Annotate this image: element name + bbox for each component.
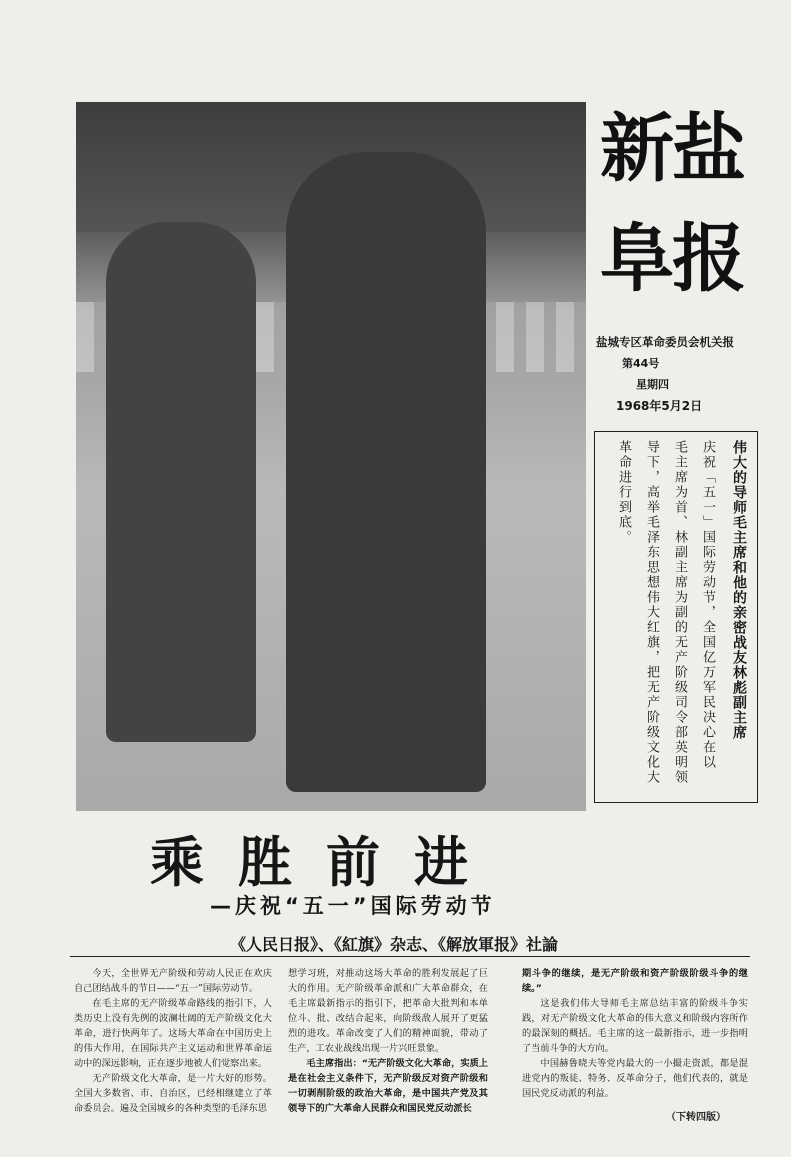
masthead-char: 盐 bbox=[672, 106, 746, 192]
article-column-2 bbox=[288, 966, 488, 1116]
paragraph: 中国赫鲁晓夫等党内最大的一小撮走资派，都是混进党内的叛徒、特务、反革命分子，他们代表的，就是国民党反动派的利益。 bbox=[522, 1058, 748, 1099]
article-column-3 bbox=[522, 966, 748, 1101]
paragraph: 在毛主席的无产阶级革命路线的指引下，人类历史上没有先例的波澜壮阔的无产阶级文化大革命，进行快两年了。这场大革命在中国历史上的伟大作用，在国际共产主义运动和世界革命运动中的深远影响，正在逐步地被人们觉察出来。 bbox=[74, 998, 272, 1069]
article-column-1 bbox=[74, 966, 272, 1116]
article-subtitle: —庆祝“五一”国际劳动节 bbox=[210, 894, 496, 918]
publisher-org: 盐城专区革命委员会机关报 bbox=[596, 335, 734, 349]
front-page-photo bbox=[76, 102, 586, 811]
masthead-char: 报 bbox=[672, 216, 746, 302]
photo-figure-left bbox=[106, 222, 256, 742]
photo-caption-box bbox=[594, 431, 758, 803]
caption-line: 庆祝「五一」国际劳动节，全国亿万军民决心在以 bbox=[700, 440, 715, 770]
continued-note: （下转四版） bbox=[666, 1112, 726, 1123]
paragraph: 想学习班，对推动这场大革命的胜利发展起了巨大的作用。无产阶级革命派和广大革命群众，在毛主席最新指示的指引下，把革命大批判和本单位斗、批、改结合起来，向阶级敌人展开了更猛烈的进攻。革命改变了人们的精神面貌，带动了生产，工农业战线出现一片兴旺景象。 bbox=[288, 968, 488, 1054]
paragraph: 期斗争的继续，是无产阶级和资产阶级阶级斗争的继续。” bbox=[522, 968, 748, 994]
issue-number: 第44号 bbox=[622, 357, 660, 370]
divider bbox=[70, 956, 750, 957]
caption-title: 伟大的导师毛主席和他的亲密战友林彪副主席 bbox=[731, 440, 747, 740]
issue-date: 1968年5月2日 bbox=[616, 399, 703, 413]
caption-line: 导下，高举毛泽东思想伟大红旗，把无产阶级文化大 bbox=[644, 440, 659, 785]
paragraph: 今天，全世界无产阶级和劳动人民正在欢庆自己团结战斗的节日——“五一”国际劳动节。 bbox=[74, 968, 272, 994]
caption-line: 毛主席为首、林副主席为副的无产阶级司令部英明领 bbox=[672, 440, 687, 785]
issue-weekday: 星期四 bbox=[636, 378, 669, 391]
paragraph: 无产阶级文化大革命，是一片大好的形势。全国大多数省、市、自治区，已经相继建立了革命委员会。遍及全国城乡的各种类型的毛泽东思 bbox=[74, 1073, 272, 1114]
masthead-char: 新 bbox=[600, 106, 674, 192]
article-source: 《人民日报》、《紅旗》杂志、《解放軍报》社論 bbox=[230, 935, 559, 954]
paragraph: 这是我们伟大导师毛主席总结丰富的阶级斗争实践，对无产阶级文化大革命的伟大意义和阶级内容所作的最深刻的概括。毛主席的这一最新指示，进一步指明了当前斗争的大方向。 bbox=[522, 998, 748, 1054]
masthead-char: 阜 bbox=[600, 216, 674, 302]
caption-line: 革命进行到底。 bbox=[616, 440, 631, 545]
paragraph: 毛主席指出：“无产阶级文化大革命，实质上是在社会主义条件下，无产阶级反对资产阶级和一切剥削阶级的政治大革命，是中国共产党及其领导下的广大革命人民群众和国民党反动派长 bbox=[288, 1058, 488, 1114]
article-headline: 乘胜前进 bbox=[150, 831, 502, 894]
photo-figure-right bbox=[286, 152, 486, 792]
